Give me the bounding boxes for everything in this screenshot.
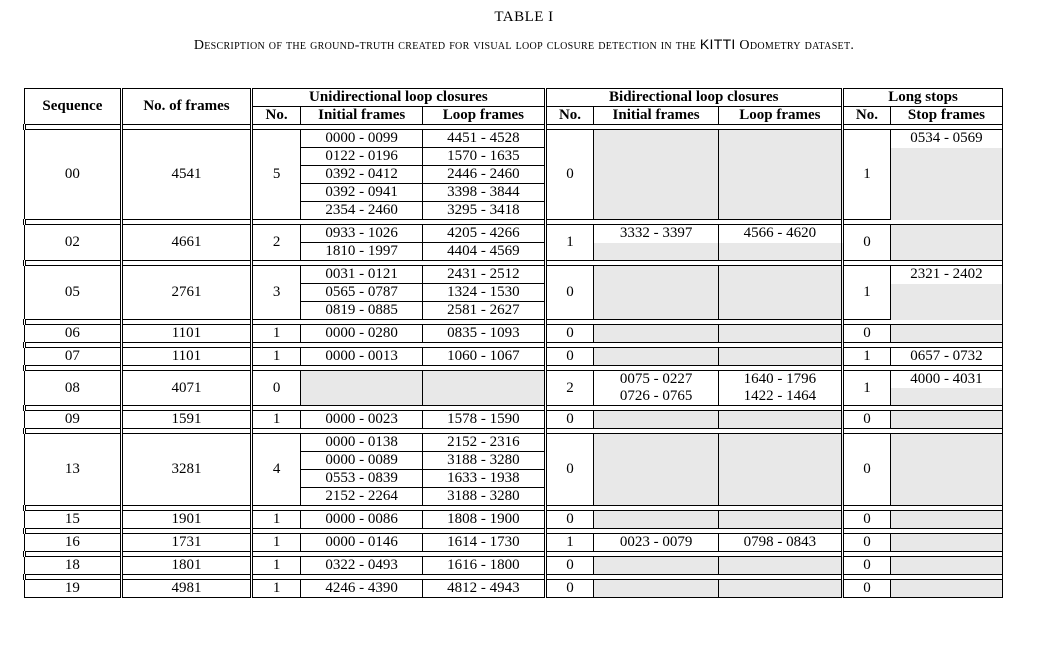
table-row bbox=[25, 434, 1003, 452]
cell-bi-no: 0 bbox=[545, 130, 594, 220]
cell-bi-no: 0 bbox=[545, 557, 594, 575]
cell-bi-loop bbox=[718, 411, 842, 429]
cell-uni-loop: 1616 - 1800 bbox=[423, 557, 545, 575]
header-bi-initial: Initial frames bbox=[594, 107, 718, 125]
cell-uni-initial: 0000 - 0013 bbox=[301, 348, 423, 366]
cell-bi-initial bbox=[594, 266, 718, 320]
cell-uni-loop: 2431 - 2512 bbox=[423, 266, 545, 284]
cell-uni-initial: 1810 - 1997 bbox=[301, 243, 423, 261]
cell-sequence: 13 bbox=[25, 434, 122, 506]
cell-bi-initial: 0726 - 0765 bbox=[594, 388, 718, 406]
cell-bi-loop: 0798 - 0843 bbox=[718, 534, 842, 552]
cell-uni-initial: 0000 - 0099 bbox=[301, 130, 423, 148]
cell-sequence: 02 bbox=[25, 225, 122, 261]
cell-stops-no: 0 bbox=[843, 411, 891, 429]
cell-bi-initial bbox=[594, 348, 718, 366]
cell-uni-loop: 4404 - 4569 bbox=[423, 243, 545, 261]
cell-sequence: 05 bbox=[25, 266, 122, 320]
cell-uni-loop: 3188 - 3280 bbox=[423, 488, 545, 506]
cell-frames: 1101 bbox=[121, 348, 251, 366]
cell-bi-initial: 0075 - 0227 bbox=[594, 371, 718, 389]
cell-stops-no: 1 bbox=[843, 371, 891, 406]
cell-stop-frames bbox=[890, 388, 1002, 406]
ground-truth-table bbox=[23, 88, 1003, 598]
table-row bbox=[25, 534, 1003, 552]
cell-uni-no: 1 bbox=[252, 348, 301, 366]
cell-sequence: 08 bbox=[25, 371, 122, 406]
cell-uni-loop: 4451 - 4528 bbox=[423, 130, 545, 148]
cell-bi-loop bbox=[718, 266, 842, 320]
cell-bi-loop bbox=[718, 243, 842, 261]
cell-uni-no: 1 bbox=[252, 534, 301, 552]
cell-bi-loop bbox=[718, 348, 842, 366]
cell-frames: 4541 bbox=[121, 130, 251, 220]
cell-sequence: 09 bbox=[25, 411, 122, 429]
table-row bbox=[25, 130, 1003, 148]
cell-frames: 4071 bbox=[121, 371, 251, 406]
table-row bbox=[25, 511, 1003, 529]
cell-bi-no: 1 bbox=[545, 534, 594, 552]
cell-uni-no: 2 bbox=[252, 225, 301, 261]
cell-uni-initial: 0000 - 0138 bbox=[301, 434, 423, 452]
cell-stop-frames bbox=[890, 325, 1002, 343]
cell-uni-loop: 1808 - 1900 bbox=[423, 511, 545, 529]
header-sequence: Sequence bbox=[25, 89, 122, 125]
cell-stop-frames: 0534 - 0569 bbox=[890, 130, 1002, 148]
table-row bbox=[25, 348, 1003, 366]
cell-bi-no: 0 bbox=[545, 325, 594, 343]
cell-sequence: 16 bbox=[25, 534, 122, 552]
cell-stops-no: 0 bbox=[843, 325, 891, 343]
table-row bbox=[25, 225, 1003, 243]
cell-sequence: 06 bbox=[25, 325, 122, 343]
cell-uni-initial: 0000 - 0280 bbox=[301, 325, 423, 343]
cell-bi-no: 0 bbox=[545, 411, 594, 429]
cell-uni-initial: 0000 - 0089 bbox=[301, 452, 423, 470]
cell-sequence: 07 bbox=[25, 348, 122, 366]
cell-bi-initial bbox=[594, 434, 718, 506]
header-uni-initial: Initial frames bbox=[301, 107, 423, 125]
cell-stop-frames: 4000 - 4031 bbox=[890, 371, 1002, 389]
cell-uni-initial: 0819 - 0885 bbox=[301, 302, 423, 320]
cell-bi-loop bbox=[718, 434, 842, 506]
cell-stop-frames bbox=[890, 284, 1002, 320]
cell-bi-no: 0 bbox=[545, 348, 594, 366]
cell-uni-initial: 0000 - 0086 bbox=[301, 511, 423, 529]
cell-bi-initial bbox=[594, 325, 718, 343]
cell-uni-no: 1 bbox=[252, 557, 301, 575]
table-row bbox=[25, 411, 1003, 429]
cell-frames: 4661 bbox=[121, 225, 251, 261]
cell-bi-loop bbox=[718, 511, 842, 529]
cell-bi-no: 1 bbox=[545, 225, 594, 261]
cell-bi-no: 0 bbox=[545, 434, 594, 506]
cell-uni-loop: 4812 - 4943 bbox=[423, 580, 545, 598]
cell-uni-loop: 1633 - 1938 bbox=[423, 470, 545, 488]
table-label: TABLE I bbox=[494, 9, 554, 25]
cell-uni-initial: 2354 - 2460 bbox=[301, 202, 423, 220]
header-stop-frames: Stop frames bbox=[890, 107, 1002, 125]
cell-frames: 1101 bbox=[121, 325, 251, 343]
cell-stop-frames bbox=[890, 534, 1002, 552]
table-caption bbox=[0, 36, 1048, 54]
cell-stops-no: 0 bbox=[843, 511, 891, 529]
cell-frames: 3281 bbox=[121, 434, 251, 506]
cell-uni-initial: 0392 - 0412 bbox=[301, 166, 423, 184]
cell-uni-loop: 1578 - 1590 bbox=[423, 411, 545, 429]
cell-uni-initial: 4246 - 4390 bbox=[301, 580, 423, 598]
cell-frames: 1591 bbox=[121, 411, 251, 429]
cell-uni-initial: 0322 - 0493 bbox=[301, 557, 423, 575]
cell-sequence: 19 bbox=[25, 580, 122, 598]
cell-bi-no: 2 bbox=[545, 371, 594, 406]
cell-uni-loop bbox=[423, 371, 545, 406]
cell-bi-initial bbox=[594, 557, 718, 575]
caption-part-1: Description of the ground-truth created for visual loop closure detection in the bbox=[193, 38, 700, 53]
cell-uni-initial bbox=[301, 371, 423, 406]
cell-uni-loop: 1570 - 1635 bbox=[423, 148, 545, 166]
cell-uni-loop: 2152 - 2316 bbox=[423, 434, 545, 452]
cell-stops-no: 0 bbox=[843, 534, 891, 552]
cell-frames: 2761 bbox=[121, 266, 251, 320]
cell-uni-loop: 2581 - 2627 bbox=[423, 302, 545, 320]
cell-bi-no: 0 bbox=[545, 580, 594, 598]
cell-stops-no: 0 bbox=[843, 225, 891, 261]
cell-bi-loop bbox=[718, 580, 842, 598]
cell-uni-initial: 0565 - 0787 bbox=[301, 284, 423, 302]
cell-uni-initial: 0122 - 0196 bbox=[301, 148, 423, 166]
cell-stops-no: 0 bbox=[843, 557, 891, 575]
header-long-stops: Long stops bbox=[843, 89, 1003, 107]
cell-frames: 4981 bbox=[121, 580, 251, 598]
cell-bi-initial bbox=[594, 243, 718, 261]
cell-uni-no: 3 bbox=[252, 266, 301, 320]
cell-uni-loop: 3188 - 3280 bbox=[423, 452, 545, 470]
header-bidirectional: Bidirectional loop closures bbox=[545, 89, 842, 107]
cell-uni-loop: 4205 - 4266 bbox=[423, 225, 545, 243]
header-bi-no: No. bbox=[545, 107, 594, 125]
header-frames: No. of frames bbox=[121, 89, 251, 125]
header-bi-loop: Loop frames bbox=[718, 107, 842, 125]
cell-bi-initial: 0023 - 0079 bbox=[594, 534, 718, 552]
cell-stop-frames bbox=[890, 411, 1002, 429]
cell-stops-no: 1 bbox=[843, 348, 891, 366]
cell-sequence: 00 bbox=[25, 130, 122, 220]
cell-uni-initial: 0000 - 0023 bbox=[301, 411, 423, 429]
table-body bbox=[25, 125, 1003, 598]
header-unidirectional: Unidirectional loop closures bbox=[252, 89, 545, 107]
cell-bi-loop bbox=[718, 130, 842, 220]
header-stops-no: No. bbox=[843, 107, 891, 125]
cell-bi-initial: 3332 - 3397 bbox=[594, 225, 718, 243]
cell-uni-no: 1 bbox=[252, 511, 301, 529]
table-row bbox=[25, 325, 1003, 343]
cell-uni-loop: 1060 - 1067 bbox=[423, 348, 545, 366]
header-uni-loop: Loop frames bbox=[423, 107, 545, 125]
caption-part-2: Odometry dataset. bbox=[735, 38, 855, 53]
cell-bi-loop: 1422 - 1464 bbox=[718, 388, 842, 406]
cell-sequence: 18 bbox=[25, 557, 122, 575]
cell-uni-no: 1 bbox=[252, 580, 301, 598]
cell-uni-no: 1 bbox=[252, 325, 301, 343]
cell-stops-no: 1 bbox=[843, 130, 891, 220]
cell-uni-loop: 2446 - 2460 bbox=[423, 166, 545, 184]
cell-stop-frames bbox=[890, 434, 1002, 506]
cell-bi-no: 0 bbox=[545, 511, 594, 529]
cell-uni-initial: 0933 - 1026 bbox=[301, 225, 423, 243]
cell-uni-no: 0 bbox=[252, 371, 301, 406]
cell-uni-loop: 3398 - 3844 bbox=[423, 184, 545, 202]
cell-bi-loop: 4566 - 4620 bbox=[718, 225, 842, 243]
table-row bbox=[25, 557, 1003, 575]
cell-stop-frames: 0657 - 0732 bbox=[890, 348, 1002, 366]
cell-stops-no: 0 bbox=[843, 434, 891, 506]
cell-uni-initial: 0031 - 0121 bbox=[301, 266, 423, 284]
cell-uni-initial: 0392 - 0941 bbox=[301, 184, 423, 202]
cell-uni-initial: 0000 - 0146 bbox=[301, 534, 423, 552]
cell-frames: 1731 bbox=[121, 534, 251, 552]
cell-sequence: 15 bbox=[25, 511, 122, 529]
cell-stop-frames bbox=[890, 225, 1002, 261]
cell-stops-no: 0 bbox=[843, 580, 891, 598]
cell-bi-initial bbox=[594, 411, 718, 429]
cell-stop-frames bbox=[890, 148, 1002, 220]
table-row bbox=[25, 580, 1003, 598]
cell-uni-no: 4 bbox=[252, 434, 301, 506]
cell-uni-no: 5 bbox=[252, 130, 301, 220]
cell-stop-frames bbox=[890, 511, 1002, 529]
cell-stop-frames bbox=[890, 557, 1002, 575]
cell-uni-initial: 2152 - 2264 bbox=[301, 488, 423, 506]
cell-stop-frames: 2321 - 2402 bbox=[890, 266, 1002, 284]
cell-stops-no: 1 bbox=[843, 266, 891, 320]
cell-uni-loop: 1614 - 1730 bbox=[423, 534, 545, 552]
table-row bbox=[25, 371, 1003, 389]
cell-uni-no: 1 bbox=[252, 411, 301, 429]
cell-bi-loop: 1640 - 1796 bbox=[718, 371, 842, 389]
cell-uni-loop: 3295 - 3418 bbox=[423, 202, 545, 220]
cell-frames: 1901 bbox=[121, 511, 251, 529]
cell-stop-frames bbox=[890, 580, 1002, 598]
cell-bi-initial bbox=[594, 130, 718, 220]
caption-kitti: KITTI bbox=[699, 36, 736, 52]
cell-uni-loop: 0835 - 1093 bbox=[423, 325, 545, 343]
cell-bi-no: 0 bbox=[545, 266, 594, 320]
cell-bi-loop bbox=[718, 325, 842, 343]
cell-frames: 1801 bbox=[121, 557, 251, 575]
header-uni-no: No. bbox=[252, 107, 301, 125]
table-row bbox=[25, 266, 1003, 284]
cell-bi-loop bbox=[718, 557, 842, 575]
cell-uni-initial: 0553 - 0839 bbox=[301, 470, 423, 488]
cell-bi-initial bbox=[594, 580, 718, 598]
cell-uni-loop: 1324 - 1530 bbox=[423, 284, 545, 302]
cell-bi-initial bbox=[594, 511, 718, 529]
